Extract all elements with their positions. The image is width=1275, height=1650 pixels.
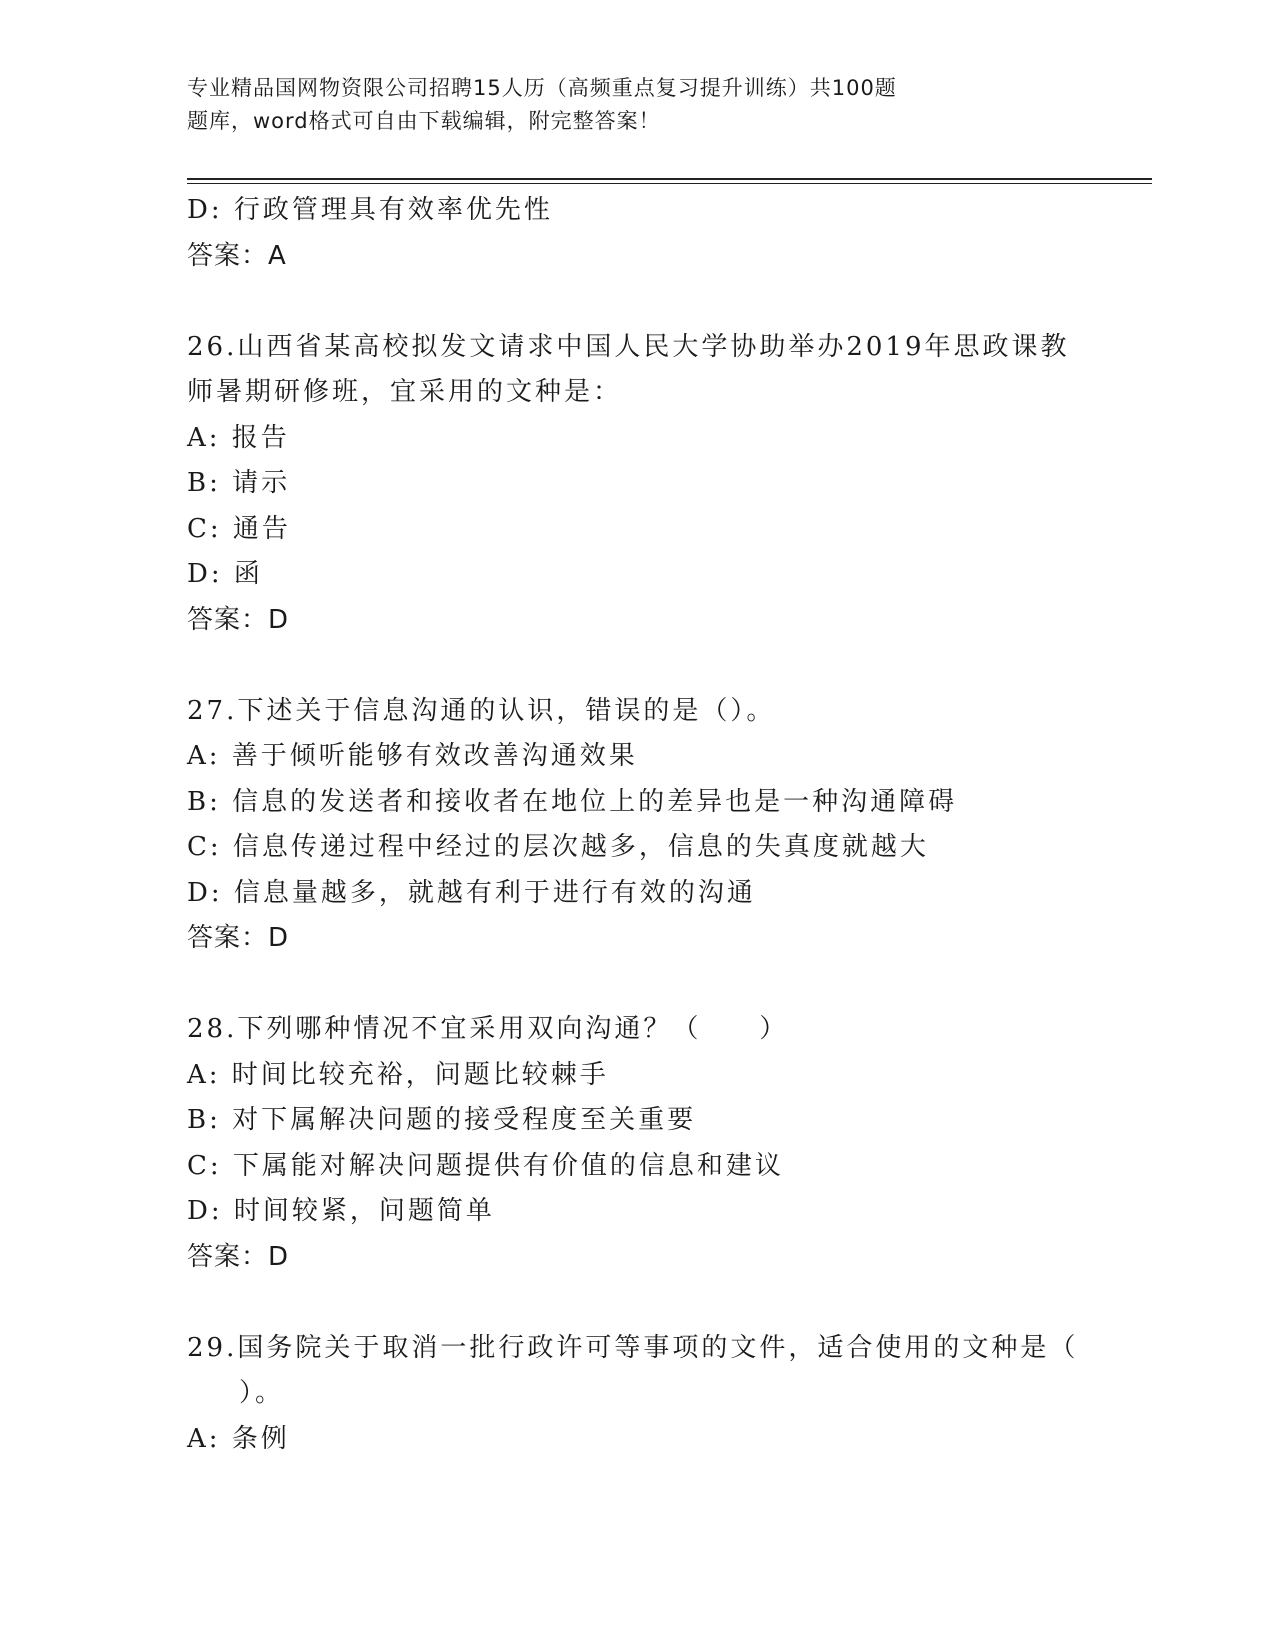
question-29 (187, 1326, 1107, 1463)
prev-answer: 答案：A (187, 240, 287, 271)
spacer (187, 279, 1107, 325)
answer: 答案：D (187, 923, 290, 953)
answer: 答案：D (187, 604, 290, 635)
document-header (187, 72, 1107, 138)
option-a: A: 条例 (187, 1423, 290, 1454)
spacer (187, 1280, 1107, 1326)
option-a: A: 报告 (187, 422, 290, 453)
option-a: A: 善于倾听能够有效改善沟通效果 (187, 741, 638, 771)
question-text-cont: 师暑期研修班，宜采用的文种是： (187, 377, 623, 407)
prev-option-d: D: 行政管理具有效率优先性 (187, 195, 553, 225)
option-d: D: 时间较紧，问题简单 (187, 1196, 495, 1226)
option-c: C: 下属能对解决问题提供有价值的信息和建议 (187, 1150, 784, 1181)
question-text-cont: ）。 (239, 1378, 285, 1408)
question-text: 29.国务院关于取消一批行政许可等事项的文件，适合使用的文种是（ (187, 1332, 1079, 1363)
question-list (187, 188, 1107, 1462)
option-a: A: 时间比较充裕，问题比较棘手 (187, 1059, 609, 1090)
header-divider-thin (187, 183, 1152, 184)
header-title-line-2: 题库，word格式可自由下载编辑，附完整答案！ (187, 109, 661, 133)
header-title-line-1: 专业精品国网物资限公司招聘15人历（高频重点复习提升训练）共100题 (187, 76, 897, 100)
option-b: B: 请示 (187, 468, 291, 498)
answer: 答案：D (187, 1241, 290, 1272)
option-d: D: 信息量越多，就越有利于进行有效的沟通 (187, 877, 756, 908)
question-28 (187, 1007, 1107, 1280)
question-text: 28.下列哪种情况不宜采用双向沟通？（ ） (187, 1014, 789, 1044)
question-26 (187, 325, 1107, 644)
option-c: C: 通告 (187, 513, 291, 544)
question-text: 26.山西省某高校拟发文请求中国人民大学协助举办2019年思政课教 (187, 331, 1070, 362)
question-text: 27.下述关于信息沟通的认识，错误的是（）。 (187, 695, 776, 726)
option-b: B: 信息的发送者和接收者在地位上的差异也是一种沟通障碍 (187, 786, 958, 817)
option-c: C: 信息传递过程中经过的层次越多，信息的失真度就越大 (187, 832, 929, 862)
option-d: D: 函 (187, 559, 263, 589)
spacer (187, 962, 1107, 1008)
spacer (187, 643, 1107, 689)
question-27 (187, 689, 1107, 962)
option-b: B: 对下属解决问题的接受程度至关重要 (187, 1105, 697, 1135)
header-divider-thick (187, 178, 1152, 180)
